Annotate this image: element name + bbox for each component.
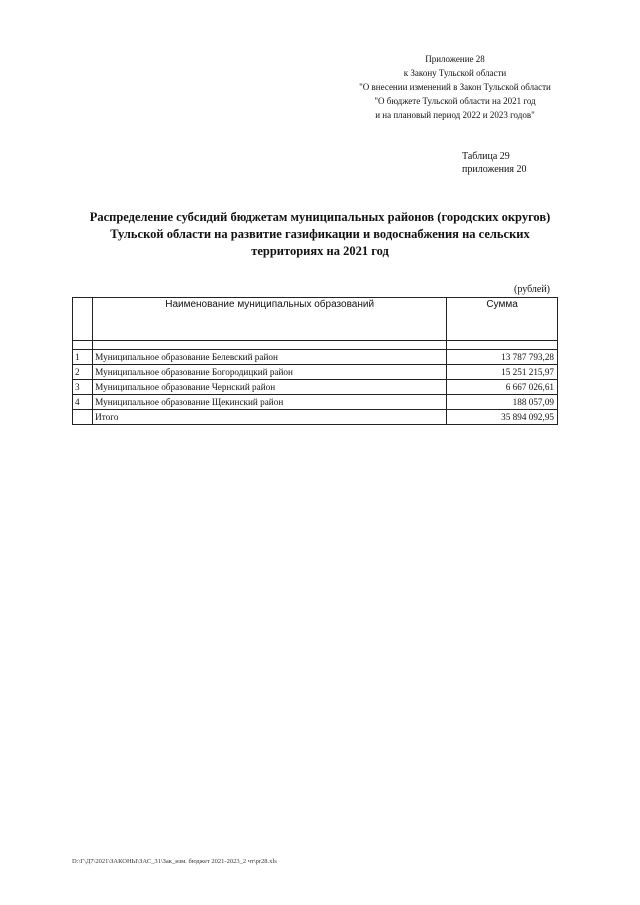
table-appendix: приложения 20 — [462, 164, 527, 175]
subsidy-table — [72, 297, 558, 425]
table-row — [73, 380, 558, 395]
document-title — [70, 209, 570, 260]
table-spacer-row — [73, 341, 558, 350]
row-sum: 188 057,09 — [447, 395, 558, 410]
row-sum: 6 667 026,61 — [447, 380, 558, 395]
row-name: Муниципальное образование Чернский район — [93, 380, 447, 395]
header-num-cell — [73, 298, 93, 341]
title-line: территориях на 2021 год — [251, 244, 389, 258]
row-num: 3 — [73, 380, 93, 395]
spacer-cell — [447, 341, 558, 350]
appendix-line: к Закону Тульской области — [403, 68, 507, 78]
row-num: 4 — [73, 395, 93, 410]
appendix-line: Приложение 28 — [425, 54, 485, 64]
row-num: 2 — [73, 365, 93, 380]
appendix-reference — [340, 52, 570, 122]
header-name-cell: Наименование муниципальных образований — [93, 298, 447, 341]
table-row — [73, 350, 558, 365]
table-row — [73, 365, 558, 380]
total-sum: 35 894 092,95 — [447, 410, 558, 425]
header-sum-cell: Сумма — [447, 298, 558, 341]
title-line: Распределение субсидий бюджетам муниципальных районов (городских округов) — [89, 210, 551, 224]
table-reference — [462, 150, 526, 176]
file-path-footer: D:\Г\Д7\2021\ЗАКОНЫ\ЗАС_31\Зак_изм. бюджет 2021-2023_2 чт\pr28.xls — [72, 858, 277, 865]
title-line: Тульской области на развитие газификации и водоснабжения на сельских — [110, 227, 530, 241]
total-num — [73, 410, 93, 425]
appendix-line: и на плановый период 2022 и 2023 годов" — [375, 110, 535, 120]
row-sum: 15 251 215,97 — [447, 365, 558, 380]
appendix-line: "О внесении изменений в Закон Тульской области — [359, 82, 551, 92]
row-name: Муниципальное образование Богородицкий район — [93, 365, 447, 380]
table-row — [73, 395, 558, 410]
row-num: 1 — [73, 350, 93, 365]
appendix-line: "О бюджете Тульской области на 2021 год — [374, 96, 536, 106]
table-total-row — [73, 410, 558, 425]
row-name: Муниципальное образование Щекинский район — [93, 395, 447, 410]
spacer-cell — [93, 341, 447, 350]
table-header-row — [73, 298, 558, 341]
total-label: Итого — [93, 410, 447, 425]
spacer-cell — [73, 341, 93, 350]
row-name: Муниципальное образование Белевский район — [93, 350, 447, 365]
table-number: Таблица 29 — [462, 151, 510, 162]
row-sum: 13 787 793,28 — [447, 350, 558, 365]
units-label: (рублей) — [514, 284, 551, 295]
